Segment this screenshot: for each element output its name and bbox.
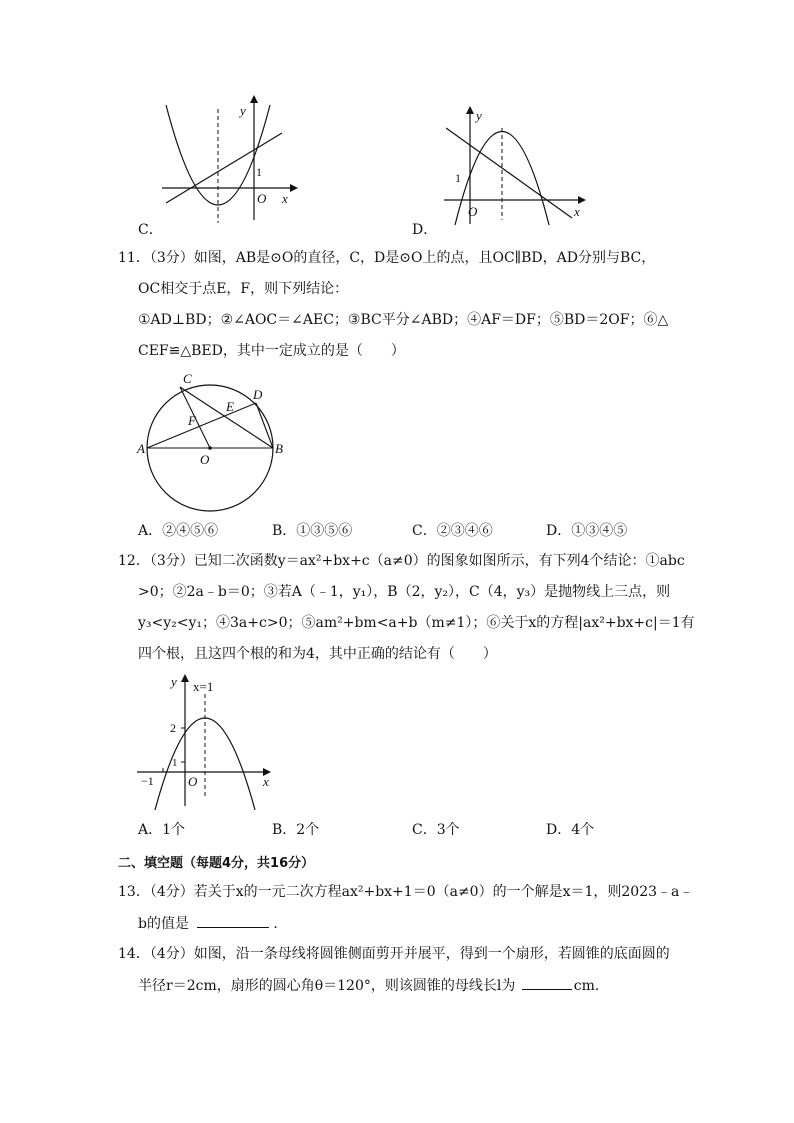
q14-answer-blank[interactable] (522, 975, 572, 990)
q13-answer-blank[interactable] (197, 913, 269, 928)
option-key: C． (412, 822, 437, 838)
q14-line-1: 14．（4分）如图，沿一条母线将圆锥侧面剪开并展平，得到一个扇形，若圆锥的底面圆的 (118, 946, 670, 962)
option-key: D． (546, 523, 572, 539)
graph-option-d (440, 100, 590, 225)
q11-option-b[interactable] (272, 520, 352, 540)
origin-label: O (188, 774, 198, 789)
option-text: 4个 (571, 822, 595, 838)
option-text: ②③④⑥ (436, 523, 493, 539)
y-label: y (240, 103, 246, 118)
option-key: A． (138, 523, 163, 539)
q12-line-4: 四个根，且这四个根的和为4，其中正确的结论有（ ） (138, 646, 497, 662)
option-text: 1个 (162, 822, 186, 838)
q11-line-3: ①AD⊥BD；②∠AOC＝∠AEC；③BC平分∠ABD；④AF＝DF；⑤BD＝2OF；⑥△ (138, 312, 669, 328)
section-heading: 二、填空题（每题4分，共16分） (118, 856, 315, 871)
option-key: C． (412, 523, 437, 539)
option-text: 3个 (436, 822, 460, 838)
q12-option-b[interactable] (272, 819, 319, 839)
option-text: 2个 (296, 822, 320, 838)
origin-label: O (257, 191, 267, 206)
point-d-label: D (253, 387, 263, 402)
q14-suffix: cm. (573, 978, 600, 994)
q11-option-c[interactable] (412, 520, 493, 540)
tick-one: 1 (172, 757, 178, 769)
segment-bd (256, 403, 273, 448)
q12-option-d[interactable] (546, 819, 594, 839)
q11-line-1: 11．（3分）如图，AB是⊙O的直径，C，D是⊙O上的点，且OC∥BD，AD分别与BC， (118, 250, 656, 266)
x-label: x (263, 774, 269, 789)
option-key: A． (138, 822, 163, 838)
y-label: y (171, 674, 177, 689)
q11-option-d[interactable] (546, 520, 627, 540)
q11-option-a[interactable] (138, 520, 218, 540)
q12-line-3: y₃<y₂<y₁；④3a+c>0；⑤am²+bm<a+b（m≠1）；⑥关于x的方程|ax²+bx+c|＝1有 (138, 615, 695, 631)
q11-line-4: CEF≌△BED，其中一定成立的是（ ） (138, 343, 405, 359)
tick-two: 2 (170, 721, 176, 735)
point-f-label: F (188, 413, 196, 428)
point-a-label: A (137, 441, 145, 456)
origin-label: O (468, 204, 478, 219)
graph-option-c (150, 95, 300, 225)
tick-one: 1 (256, 165, 262, 179)
x-axis-arrow (578, 196, 586, 204)
straight-line (446, 128, 572, 218)
q12-parabola-figure (135, 670, 280, 810)
option-d-label[interactable]: D． (412, 222, 438, 238)
option-text: ①③⑤⑥ (296, 523, 353, 539)
y-axis-arrow (466, 106, 474, 114)
sym-label: x=1 (193, 679, 214, 694)
option-key: B． (272, 822, 297, 838)
q11-line-2: OC相交于点E，F，则下列结论： (138, 281, 349, 297)
option-key: B． (272, 523, 297, 539)
point-e-label: E (226, 399, 234, 414)
q12-line-1: 12．（3分）已知二次函数y＝ax²+bx+c（a≠0）的图象如图所示，有下列4个结论：①abc (118, 553, 685, 569)
tick-one: 1 (455, 171, 461, 185)
y-axis-arrow (250, 95, 258, 103)
q12-line-2: >0；②2a﹣b＝0；③若A（﹣1，y₁），B（2，y₂），C（4，y₃）是抛物线上三点，则 (138, 584, 671, 600)
tick-neg-one: −1 (141, 774, 154, 788)
option-text: ①③④⑤ (571, 523, 628, 539)
q12-option-c[interactable] (412, 819, 460, 839)
y-label: y (476, 108, 482, 123)
q11-circle-figure (130, 365, 290, 515)
point-b-label: B (275, 441, 283, 456)
q13-line-2 (138, 913, 287, 934)
option-c-label[interactable]: C． (138, 222, 163, 238)
x-axis-arrow (290, 184, 298, 192)
y-axis-arrow (181, 674, 189, 682)
q14-line-2 (138, 975, 599, 996)
center-dot (208, 446, 212, 450)
q14-prefix: 半径r＝2cm，扇形的圆心角θ＝120°，则该圆锥的母线长l为 (138, 978, 516, 994)
option-text: ②④⑤⑥ (162, 523, 219, 539)
point-c-label: C (183, 371, 192, 386)
point-o-label: O (200, 452, 210, 467)
q12-option-a[interactable] (138, 819, 185, 839)
x-label: x (282, 191, 288, 206)
q13-prefix: b的值是 (138, 916, 189, 932)
q13-line-1: 13．（4分）若关于x的一元二次方程ax²+bx+1＝0（a≠0）的一个解是x＝1，则2023﹣a﹣ (118, 884, 694, 900)
q13-suffix: ． (273, 916, 288, 932)
x-label: x (574, 204, 580, 219)
option-key: D． (546, 822, 572, 838)
